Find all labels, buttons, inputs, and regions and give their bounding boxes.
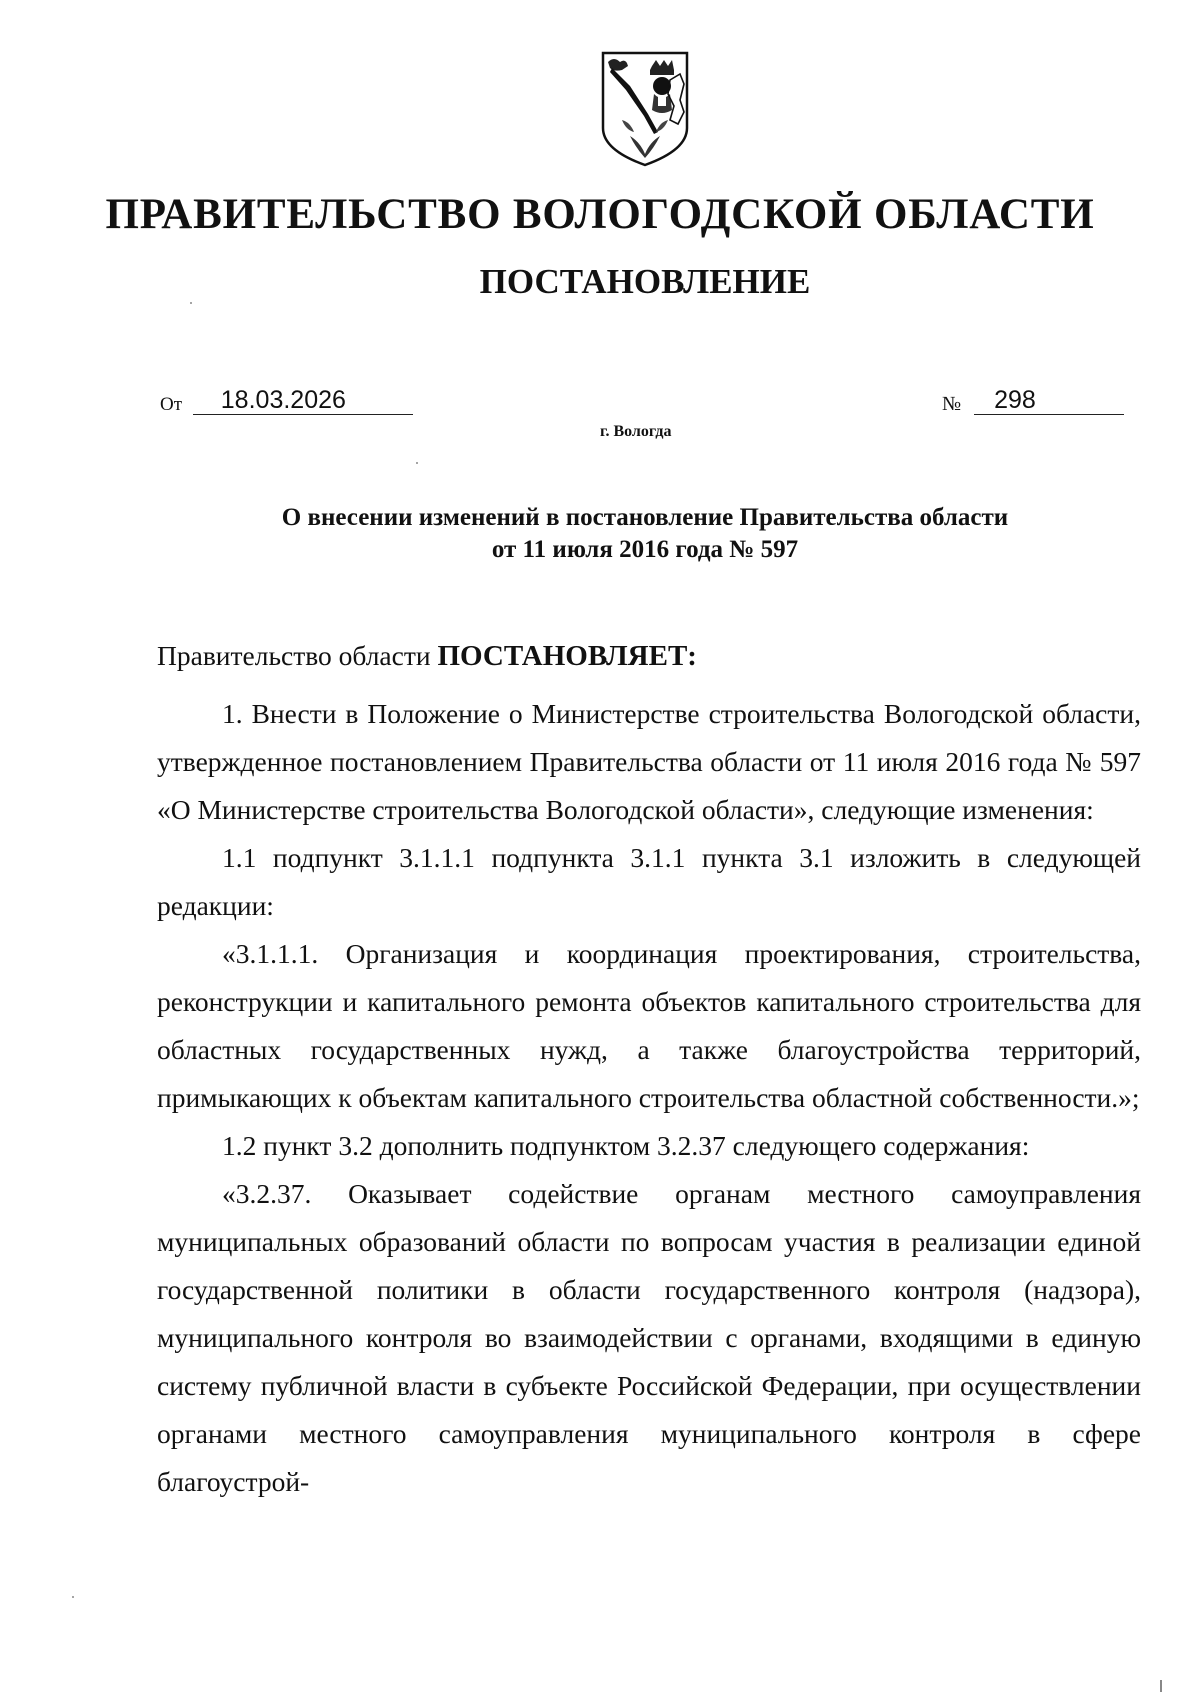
coat-of-arms-icon <box>600 50 690 168</box>
scan-speck <box>190 302 192 304</box>
paragraph-quote-3-2-37: «3.2.37. Оказывает содействие органам местного самоуправления муниципальных образований области по вопросам участия в реализации единой государственной политики в области государственного контроля (надзора), муниципального контроля во взаимодействии с органами, входящими в единую систему публичной власти в субъекте Российской Федерации, при осуществлении органами местного самоуправления муниципального контроля в сфере благоустрой- <box>157 1178 1141 1497</box>
scan-speck <box>416 462 418 464</box>
subject-line-1: О внесении изменений в постановление Правительства области <box>281 504 1009 531</box>
scan-speck <box>72 1596 74 1598</box>
date-value: 18.03.2026 <box>193 386 413 415</box>
preamble <box>157 632 1141 680</box>
subject-line-2: от 11 июля 2016 года № 597 <box>491 536 799 563</box>
paragraph-quote-3-1-1-1: «3.1.1.1. Организация и координация проектирования, строительства, реконструкции и капитального ремонта объектов капитального строительства для областных государственных нужд, а также благоустройства территорий, примыкающих к объектам капитального строительства областной собственности.»; <box>157 938 1141 1113</box>
number-field <box>942 388 1124 417</box>
preamble-prefix: Правительство области <box>157 640 438 671</box>
scan-speck <box>1160 1680 1162 1692</box>
document-type: ПОСТАНОВЛЕНИЕ <box>479 262 811 301</box>
number-value: 298 <box>974 386 1124 415</box>
document-subject <box>0 502 1200 566</box>
organization-title: ПРАВИТЕЛЬСТВО ВОЛОГОДСКОЙ ОБЛАСТИ <box>105 191 1095 238</box>
paragraph-item-1: 1. Внести в Положение о Министерстве строительства Вологодской области, утвержденное постановлением Правительства области от 11 июля 2016 года № 597 «О Министерстве строительства Вологодской области», следующие изменения: <box>157 698 1141 825</box>
paragraph-item-1-2: 1.2 пункт 3.2 дополнить подпунктом 3.2.37 следующего содержания: <box>222 1130 1030 1161</box>
date-label: От <box>160 394 183 415</box>
number-label: № <box>942 393 962 415</box>
paragraph-item-1-1: 1.1 подпункт 3.1.1.1 подпункта 3.1.1 пункта 3.1 изложить в следующей редакции: <box>157 842 1141 921</box>
city-label: г. Вологда <box>600 423 672 440</box>
document-body <box>157 632 1141 1506</box>
date-field <box>160 388 413 417</box>
preamble-decree: ПОСТАНОВЛЯЕТ: <box>437 640 697 672</box>
